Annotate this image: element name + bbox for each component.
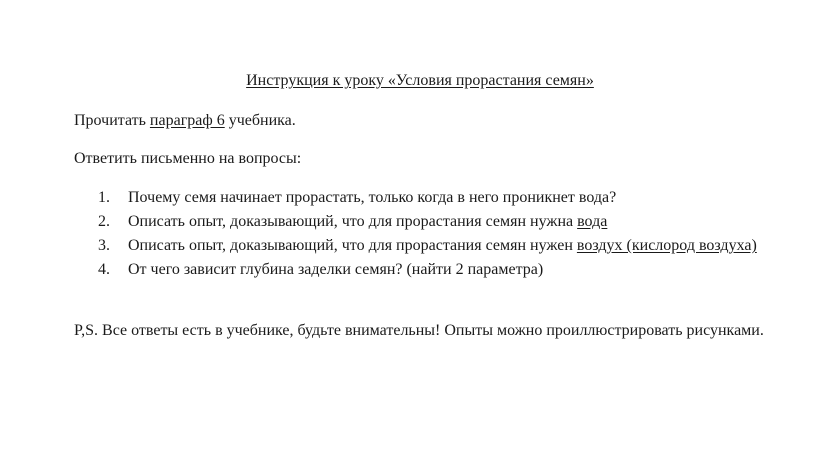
question-number: 3.	[98, 237, 110, 254]
paragraph-reference: параграф 6	[149, 112, 225, 129]
reading-prefix: Прочитать	[74, 112, 150, 129]
question-number: 1.	[98, 189, 110, 206]
reading-instruction	[74, 112, 296, 130]
question-list	[98, 186, 788, 282]
question-text: Описать опыт, доказывающий, что для прорастания семян нужен	[128, 237, 577, 254]
question-item	[98, 234, 788, 258]
question-item	[98, 258, 788, 282]
document-title: Инструкция к уроку «Условия прорастания семян»	[246, 72, 594, 89]
question-text: От чего зависит глубина заделки семян? (найти 2 параметра)	[128, 261, 544, 278]
question-number: 2.	[98, 213, 110, 230]
question-item	[98, 186, 788, 210]
question-text: Описать опыт, доказывающий, что для прорастания семян нужна	[128, 213, 578, 230]
question-text: Почему семя начинает прорастать, только когда в него проникнет вода?	[128, 189, 617, 206]
answer-prompt: Ответить письменно на вопросы:	[74, 150, 302, 167]
postscript-note: P,S. Все ответы есть в учебнике, будьте внимательны! Опыты можно проиллюстрировать рисунками.	[74, 322, 764, 339]
question-underlined-term: вода	[577, 213, 608, 230]
question-number: 4.	[98, 261, 110, 278]
question-underlined-term: воздух (кислород воздуха)	[576, 237, 757, 254]
reading-suffix: учебника.	[224, 112, 296, 129]
question-item	[98, 210, 788, 234]
